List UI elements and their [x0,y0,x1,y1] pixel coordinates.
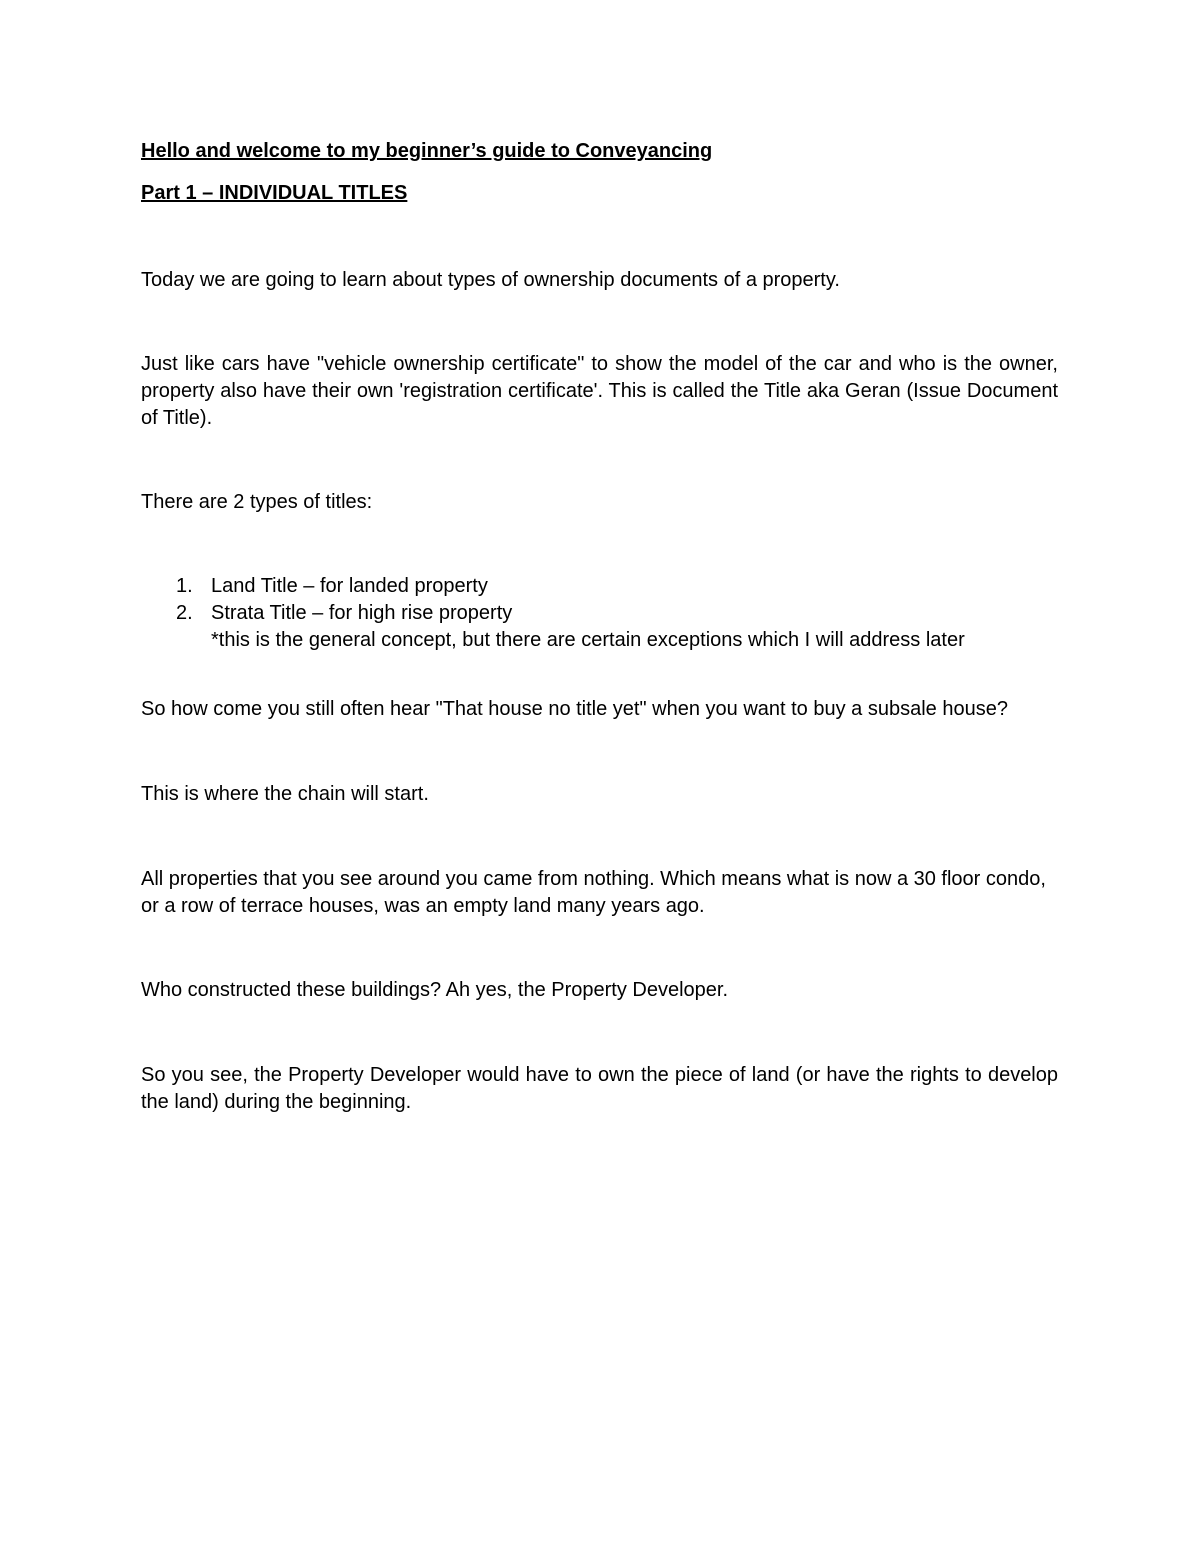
list-number: 2. [176,602,193,624]
cars-paragraph: Just like cars have "vehicle ownership certificate" to show the model of the car and who is the owner, property also have their own 'registration certificate'. This is called the Title aka Geran (Issue Document of Title). [141,353,1058,429]
title-types-list [141,573,1058,627]
section-title: Part 1 – INDIVIDUAL TITLES [141,182,408,204]
developer-paragraph: Who constructed these buildings? Ah yes, the Property Developer. [141,979,729,1001]
list-item [141,573,1058,600]
document-title: Hello and welcome to my beginner’s guide to Conveyancing [141,140,713,162]
types-intro-paragraph: There are 2 types of titles: [141,491,373,513]
list-item [141,600,1058,627]
land-paragraph: So you see, the Property Developer would have to own the piece of land (or have the rights to develop the land) during the beginning. [141,1064,1058,1113]
chain-paragraph: This is where the chain will start. [141,783,429,805]
intro-paragraph: Today we are going to learn about types of ownership documents of a property. [141,269,840,291]
list-note: *this is the general concept, but there are certain exceptions which I will address later [211,629,965,651]
list-number: 1. [176,575,193,597]
nothing-paragraph: All properties that you see around you came from nothing. Which means what is now a 30 floor condo, or a row of terrace houses, was an empty land many years ago. [141,868,1046,917]
subsale-paragraph: So how come you still often hear "That house no title yet" when you want to buy a subsale house? [141,698,1008,720]
list-item-text: Strata Title – for high rise property [211,602,513,624]
document-body [141,138,1058,1116]
list-item-text: Land Title – for landed property [211,575,488,597]
